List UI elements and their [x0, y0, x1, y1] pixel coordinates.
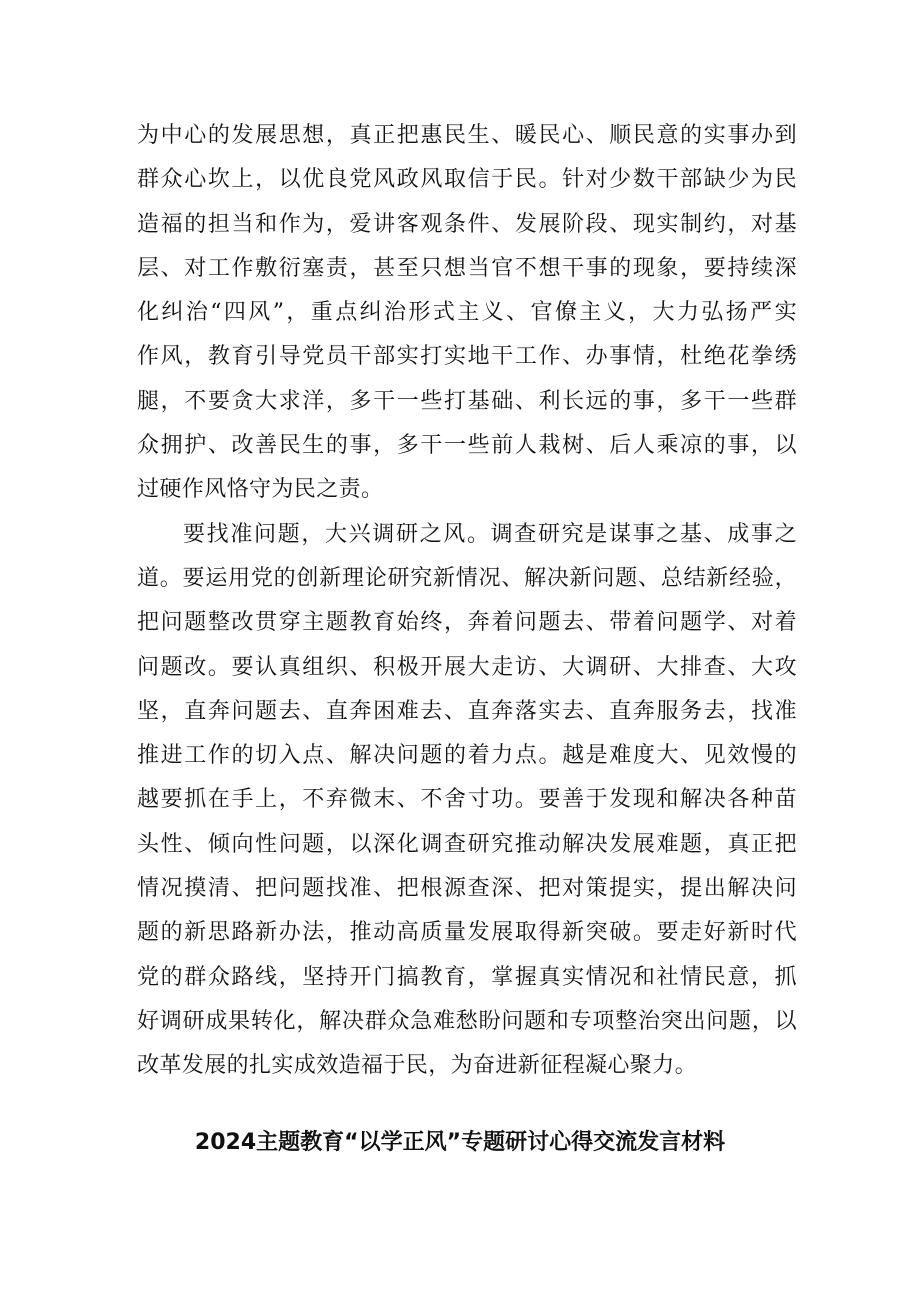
- text-line: 化纠治“四风”，重点纠治形式主义、官僚主义，大力弘扬严实: [137, 300, 797, 326]
- text-line: 层、对工作敷衍塞责，甚至只想当官不想干事的现象，要持续深: [137, 255, 797, 281]
- document-title: 2024主题教育“以学正风”专题研讨心得交流发言材料: [194, 1130, 726, 1155]
- body-text: [137, 114, 797, 1089]
- text-line: 过硬作风恪守为民之责。: [137, 477, 384, 503]
- text-line: 好调研成果转化，解决群众急难愁盼问题和专项整治突出问题，以: [137, 1008, 797, 1034]
- text-line: 问题改。要认真组织、积极开展大走访、大调研、大排查、大攻: [137, 654, 797, 680]
- text-line: 情况摸清、把问题找准、把根源查深、把对策提实，提出解决问: [137, 876, 797, 902]
- text-line: 造福的担当和作为，爱讲客观条件、发展阶段、现实制约，对基: [137, 211, 797, 237]
- text-line: 群众心坎上，以优良党风政风取信于民。针对少数干部缺少为民: [137, 167, 797, 193]
- text-line: 越要抓在手上，不弃微末、不舍寸功。要善于发现和解决各种苗: [137, 787, 797, 813]
- text-line: 坚，直奔问题去、直奔困难去、直奔落实去、直奔服务去，找准: [137, 698, 797, 724]
- text-line: 党的群众路线，坚持开门搞教育，掌握真实情况和社情民意，抓: [137, 964, 797, 990]
- text-line: 为中心的发展思想，真正把惠民生、暖民心、顺民意的实事办到: [137, 123, 797, 148]
- text-line: 把问题整改贯穿主题教育始终，奔着问题去、带着问题学、对着: [137, 610, 797, 636]
- text-line: 众拥护、改善民生的事，多干一些前人栽树、后人乘凉的事，以: [137, 433, 797, 459]
- paragraph-2: [137, 513, 797, 1089]
- text-line: 改革发展的扎实成效造福于民，为奋进新征程凝心聚力。: [137, 1053, 698, 1079]
- text-line: 作风，教育引导党员干部实打实地干工作、办事情，杜绝花拳绣: [137, 344, 797, 370]
- text-line: 腿，不要贪大求洋，多干一些打基础、利长远的事，多干一些群: [137, 388, 797, 414]
- paragraph-1: [137, 114, 797, 513]
- text-line: 头性、倾向性问题，以深化调查研究推动解决发展难题，真正把: [137, 831, 797, 857]
- text-line: 推进工作的切入点、解决问题的着力点。越是难度大、见效慢的: [137, 743, 797, 769]
- text-line: 要找准问题，大兴调研之风。调查研究是谋事之基、成事之: [183, 521, 797, 547]
- text-line: 道。要运用党的创新理论研究新情况、解决新问题、总结新经验，: [137, 565, 797, 591]
- text-line: 题的新思路新办法，推动高质量发展取得新突破。要走好新时代: [137, 920, 797, 946]
